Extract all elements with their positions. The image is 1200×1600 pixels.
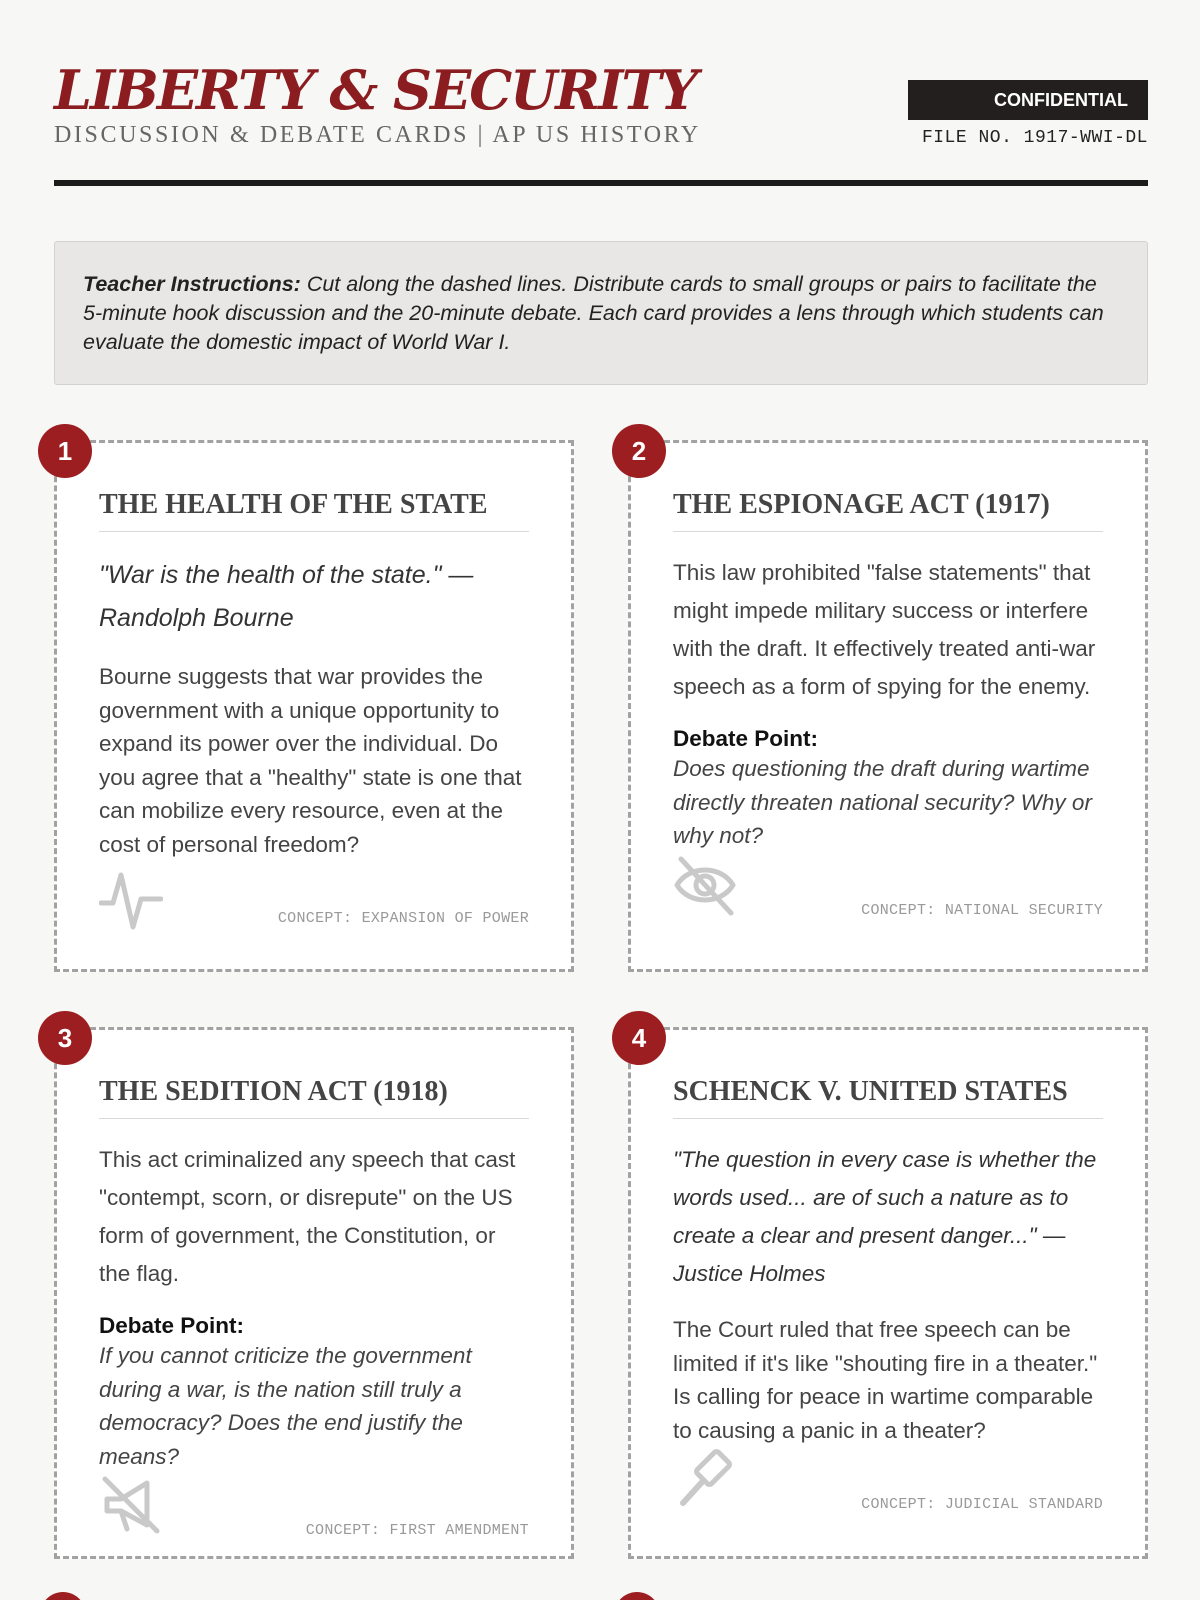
instructions-label: Teacher Instructions: [83,272,301,296]
debate-card-4 [628,1023,1148,1559]
card-concept: CONCEPT: JUDICIAL STANDARD [861,1496,1103,1513]
card-number-badge: 1 [38,424,92,478]
debate-point-question: If you cannot criticize the government during a war, is the nation still truly a democracy? Does the end justify the means? [99,1343,472,1469]
card-quote: "The question in every case is whether the words used... are of such a nature as to create a clear and present danger..." — Justice Holmes [673,1147,1097,1286]
card-concept: CONCEPT: EXPANSION OF POWER [277,910,529,927]
card-footer [99,1473,529,1547]
pulse-icon [99,869,163,933]
debate-card-2 [628,436,1148,972]
card-number-badge: 2 [612,424,666,478]
card-footer [673,853,1103,927]
debate-point-label: Debate Point: [673,726,819,751]
debate-point-question: Does questioning the draft during wartime directly threaten national security? Why or why not? [673,756,1092,848]
instructions-text: Cut along the dashed lines. Distribute cards to small groups or pairs to facilitate the 5-minute hook discussion and the 20-minute debate. Each card provides a lens through which students can evaluate the domestic impact of World War I. [83,272,1104,354]
debate-card-3 [54,1023,574,1559]
debate-card-1 [54,436,574,972]
next-card-badge [40,1592,86,1600]
card-number-badge: 4 [612,1011,666,1065]
card-title: THE HEALTH OF THE STATE [99,489,529,532]
card-concept: CONCEPT: FIRST AMENDMENT [305,1522,529,1539]
page-header [54,58,1148,188]
card-body: The Court ruled that free speech can be limited if it's like "shouting fire in a theater." Is calling for peace in wartime comparable to causing a panic in a theater? [673,1317,1098,1443]
file-number: FILE NO. 1917-WWI-DL [921,128,1148,148]
card-title: THE SEDITION ACT (1918) [99,1076,529,1119]
card-footer [99,861,529,935]
eye-slash-icon [673,853,737,917]
card-concept: CONCEPT: NATIONAL SECURITY [861,901,1103,919]
card-body: Bourne suggests that war provides the government with a unique opportunity to expand its power over the individual. Do you agree that a "healthy" state is one that can mobilize every resource, even at the cost of personal freedom? [99,664,522,857]
card-number-badge: 3 [38,1011,92,1065]
card-body: This act criminalized any speech that cast "contempt, scorn, or disrepute" on the US form of government, the Constitution, or the flag. [99,1147,516,1286]
teacher-instructions [54,241,1148,385]
gavel-icon [673,1447,737,1511]
muted-megaphone-icon [99,1473,163,1537]
next-card-badge [614,1592,660,1600]
card-title: SCHENCK V. UNITED STATES [673,1076,1103,1119]
card-body: This law prohibited "false statements" that might impede military success or interfere with the draft. It effectively treated anti-war speech as a form of spying for the enemy. [673,560,1096,699]
debate-point-label: Debate Point: [99,1313,245,1338]
page-title: LIBERTY & SECURITY [54,58,697,122]
card-title: THE ESPIONAGE ACT (1917) [673,489,1103,532]
page-subtitle: DISCUSSION & DEBATE CARDS | AP US HISTORY [54,122,701,148]
card-footer [673,1447,1103,1521]
confidential-stamp: CONFIDENTIAL [908,80,1148,120]
card-quote: "War is the health of the state." — Randolph Bourne [99,561,474,632]
header-divider [54,180,1148,186]
